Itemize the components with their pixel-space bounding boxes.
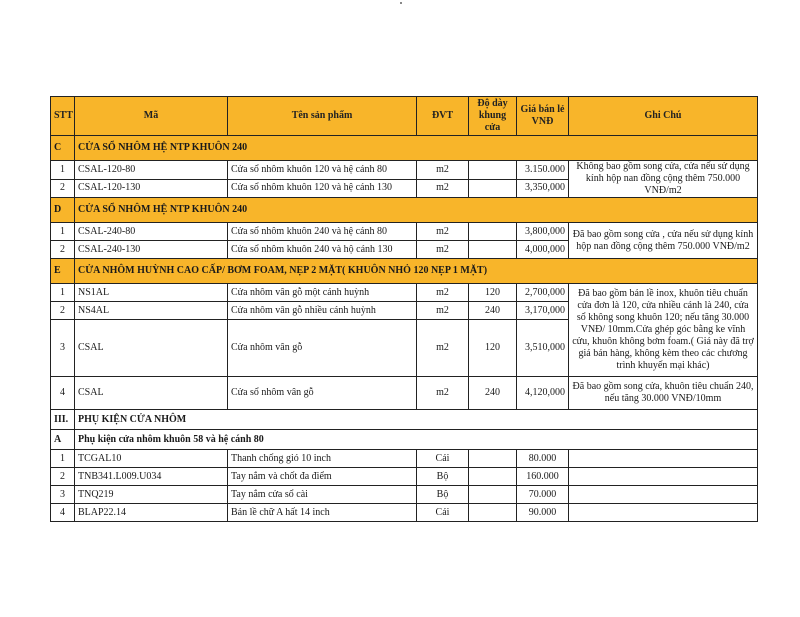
- section-title: CỬA SỔ NHÔM HỆ NTP KHUÔN 240: [75, 198, 758, 223]
- cell-gia: 3,350,000: [517, 179, 569, 198]
- cell-note: [569, 504, 758, 522]
- cell-stt: 1: [51, 223, 75, 241]
- cell-day: [469, 450, 517, 468]
- header-gia: Giá bán lẻ VNĐ: [517, 97, 569, 136]
- cell-ten: Bản lề chữ A hất 14 inch: [228, 504, 417, 522]
- cell-gia: 4,000,000: [517, 241, 569, 259]
- cell-dvt: Cái: [417, 504, 469, 522]
- cell-ma: TCGAL10: [75, 450, 228, 468]
- table-row: [51, 504, 758, 522]
- table-row: [51, 284, 758, 302]
- scan-speck: [400, 2, 402, 4]
- cell-ma: CSAL-120-80: [75, 161, 228, 180]
- cell-gia: 3,510,000: [517, 320, 569, 377]
- cell-ten: Thanh chống gió 10 inch: [228, 450, 417, 468]
- section-title: CỬA SỔ NHÔM HỆ NTP KHUÔN 240: [75, 136, 758, 161]
- cell-note: Không bao gồm song cửa, cửa nếu sử dụng kính hộp nan đồng cộng thêm 750.000 VNĐ/m2: [569, 161, 758, 198]
- cell-ten: Cửa sổ nhôm khuôn 120 và hệ cánh 130: [228, 179, 417, 198]
- header-ten: Tên sản phẩm: [228, 97, 417, 136]
- cell-gia: 4,120,000: [517, 377, 569, 410]
- section-title: PHỤ KIỆN CỬA NHÔM: [75, 410, 758, 430]
- section-code: C: [51, 136, 75, 161]
- section-code: III.: [51, 410, 75, 430]
- section-d-row: [51, 198, 758, 223]
- cell-ten: Cửa nhôm vân gỗ nhiều cánh huỳnh: [228, 302, 417, 320]
- cell-ma: CSAL-240-130: [75, 241, 228, 259]
- cell-dvt: m2: [417, 241, 469, 259]
- cell-ten: Tay nắm cửa sổ cài: [228, 486, 417, 504]
- table-row: [51, 486, 758, 504]
- section-code: A: [51, 430, 75, 450]
- cell-day: [469, 179, 517, 198]
- section-code: E: [51, 259, 75, 284]
- header-stt: STT: [51, 97, 75, 136]
- cell-stt: 2: [51, 241, 75, 259]
- cell-gia: 80.000: [517, 450, 569, 468]
- cell-stt: 1: [51, 450, 75, 468]
- cell-day: 120: [469, 320, 517, 377]
- cell-ma: CSAL-120-130: [75, 179, 228, 198]
- section-title: CỬA NHÔM HUỲNH CAO CẤP/ BƠM FOAM, NẸP 2 MẶT( KHUÔN NHỎ 120 NẸP 1 MẶT): [75, 259, 758, 284]
- cell-ten: Cửa nhôm vân gỗ một cánh huỳnh: [228, 284, 417, 302]
- cell-day: 240: [469, 377, 517, 410]
- header-dvt: ĐVT: [417, 97, 469, 136]
- cell-dvt: m2: [417, 179, 469, 198]
- cell-note: Đã bao gồm song cửa, khuôn tiêu chuẩn 240, nếu tăng 30.000 VNĐ/10mm: [569, 377, 758, 410]
- cell-note: [569, 450, 758, 468]
- cell-stt: 1: [51, 161, 75, 180]
- cell-stt: 2: [51, 302, 75, 320]
- section-title: Phụ kiện cửa nhôm khuôn 58 và hệ cánh 80: [75, 430, 758, 450]
- cell-ten: Cửa sổ nhôm khuôn 240 và hộ cánh 130: [228, 241, 417, 259]
- cell-day: [469, 161, 517, 180]
- cell-day: [469, 504, 517, 522]
- section-code: D: [51, 198, 75, 223]
- price-table: [50, 96, 758, 522]
- cell-dvt: m2: [417, 302, 469, 320]
- cell-gia: 90.000: [517, 504, 569, 522]
- cell-gia: 2,700,000: [517, 284, 569, 302]
- cell-ma: NS1AL: [75, 284, 228, 302]
- cell-ma: TNB341.L009.U034: [75, 468, 228, 486]
- cell-dvt: m2: [417, 161, 469, 180]
- cell-dvt: m2: [417, 320, 469, 377]
- cell-stt: 4: [51, 377, 75, 410]
- cell-note: [569, 486, 758, 504]
- section-iii-row: [51, 410, 758, 430]
- table-row: [51, 223, 758, 241]
- cell-note: Đã bao gồm bản lề inox, khuôn tiêu chuẩn cửa đơn là 120, cửa nhiều cánh là 240, cửa sổ không song khuôn 120; nếu tăng 30.000 VNĐ/ 10mm.Cửa ghép góc bằng ke vĩnh cửu, khuôn không bơm foam.( Giá này đã trợ giá bán hàng, không kèm theo các chương trình khuyến mại khác): [569, 284, 758, 377]
- cell-ma: NS4AL: [75, 302, 228, 320]
- cell-stt: 1: [51, 284, 75, 302]
- table-row: [51, 377, 758, 410]
- section-c-row: [51, 136, 758, 161]
- cell-ten: Tay nắm và chốt đa điểm: [228, 468, 417, 486]
- cell-ten: Cửa sổ nhôm khuôn 120 và hệ cánh 80: [228, 161, 417, 180]
- cell-gia: 3,170,000: [517, 302, 569, 320]
- cell-dvt: m2: [417, 284, 469, 302]
- header-ma: Mã: [75, 97, 228, 136]
- header-ghi-chu: Ghi Chú: [569, 97, 758, 136]
- table-row: [51, 450, 758, 468]
- cell-stt: 4: [51, 504, 75, 522]
- cell-stt: 3: [51, 486, 75, 504]
- cell-stt: 3: [51, 320, 75, 377]
- table-row: [51, 468, 758, 486]
- header-do-day: Độ dày khung cửa: [469, 97, 517, 136]
- header-row: [51, 97, 758, 136]
- cell-ma: CSAL: [75, 320, 228, 377]
- cell-dvt: Bộ: [417, 468, 469, 486]
- table-row: [51, 161, 758, 180]
- cell-gia: 3,800,000: [517, 223, 569, 241]
- cell-dvt: m2: [417, 377, 469, 410]
- cell-ma: CSAL: [75, 377, 228, 410]
- section-e-row: [51, 259, 758, 284]
- cell-dvt: m2: [417, 223, 469, 241]
- section-a-row: [51, 430, 758, 450]
- cell-ten: Cửa sổ nhôm vân gỗ: [228, 377, 417, 410]
- cell-ma: CSAL-240-80: [75, 223, 228, 241]
- cell-note: [569, 468, 758, 486]
- cell-ten: Cửa sổ nhôm khuôn 240 và hệ cánh 80: [228, 223, 417, 241]
- cell-gia: 70.000: [517, 486, 569, 504]
- cell-note: Đã bao gồm song cửa , cửa nếu sử dụng kính hộp nan đồng cộng thêm 750.000 VNĐ/m2: [569, 223, 758, 259]
- cell-day: [469, 241, 517, 259]
- cell-day: [469, 468, 517, 486]
- cell-stt: 2: [51, 179, 75, 198]
- cell-day: 240: [469, 302, 517, 320]
- cell-ma: BLAP22.14: [75, 504, 228, 522]
- cell-gia: 160.000: [517, 468, 569, 486]
- cell-day: [469, 223, 517, 241]
- cell-gia: 3.150.000: [517, 161, 569, 180]
- cell-day: 120: [469, 284, 517, 302]
- cell-ma: TNQ219: [75, 486, 228, 504]
- cell-ten: Cửa nhôm vân gỗ: [228, 320, 417, 377]
- cell-day: [469, 486, 517, 504]
- cell-stt: 2: [51, 468, 75, 486]
- cell-dvt: Bộ: [417, 486, 469, 504]
- cell-dvt: Cái: [417, 450, 469, 468]
